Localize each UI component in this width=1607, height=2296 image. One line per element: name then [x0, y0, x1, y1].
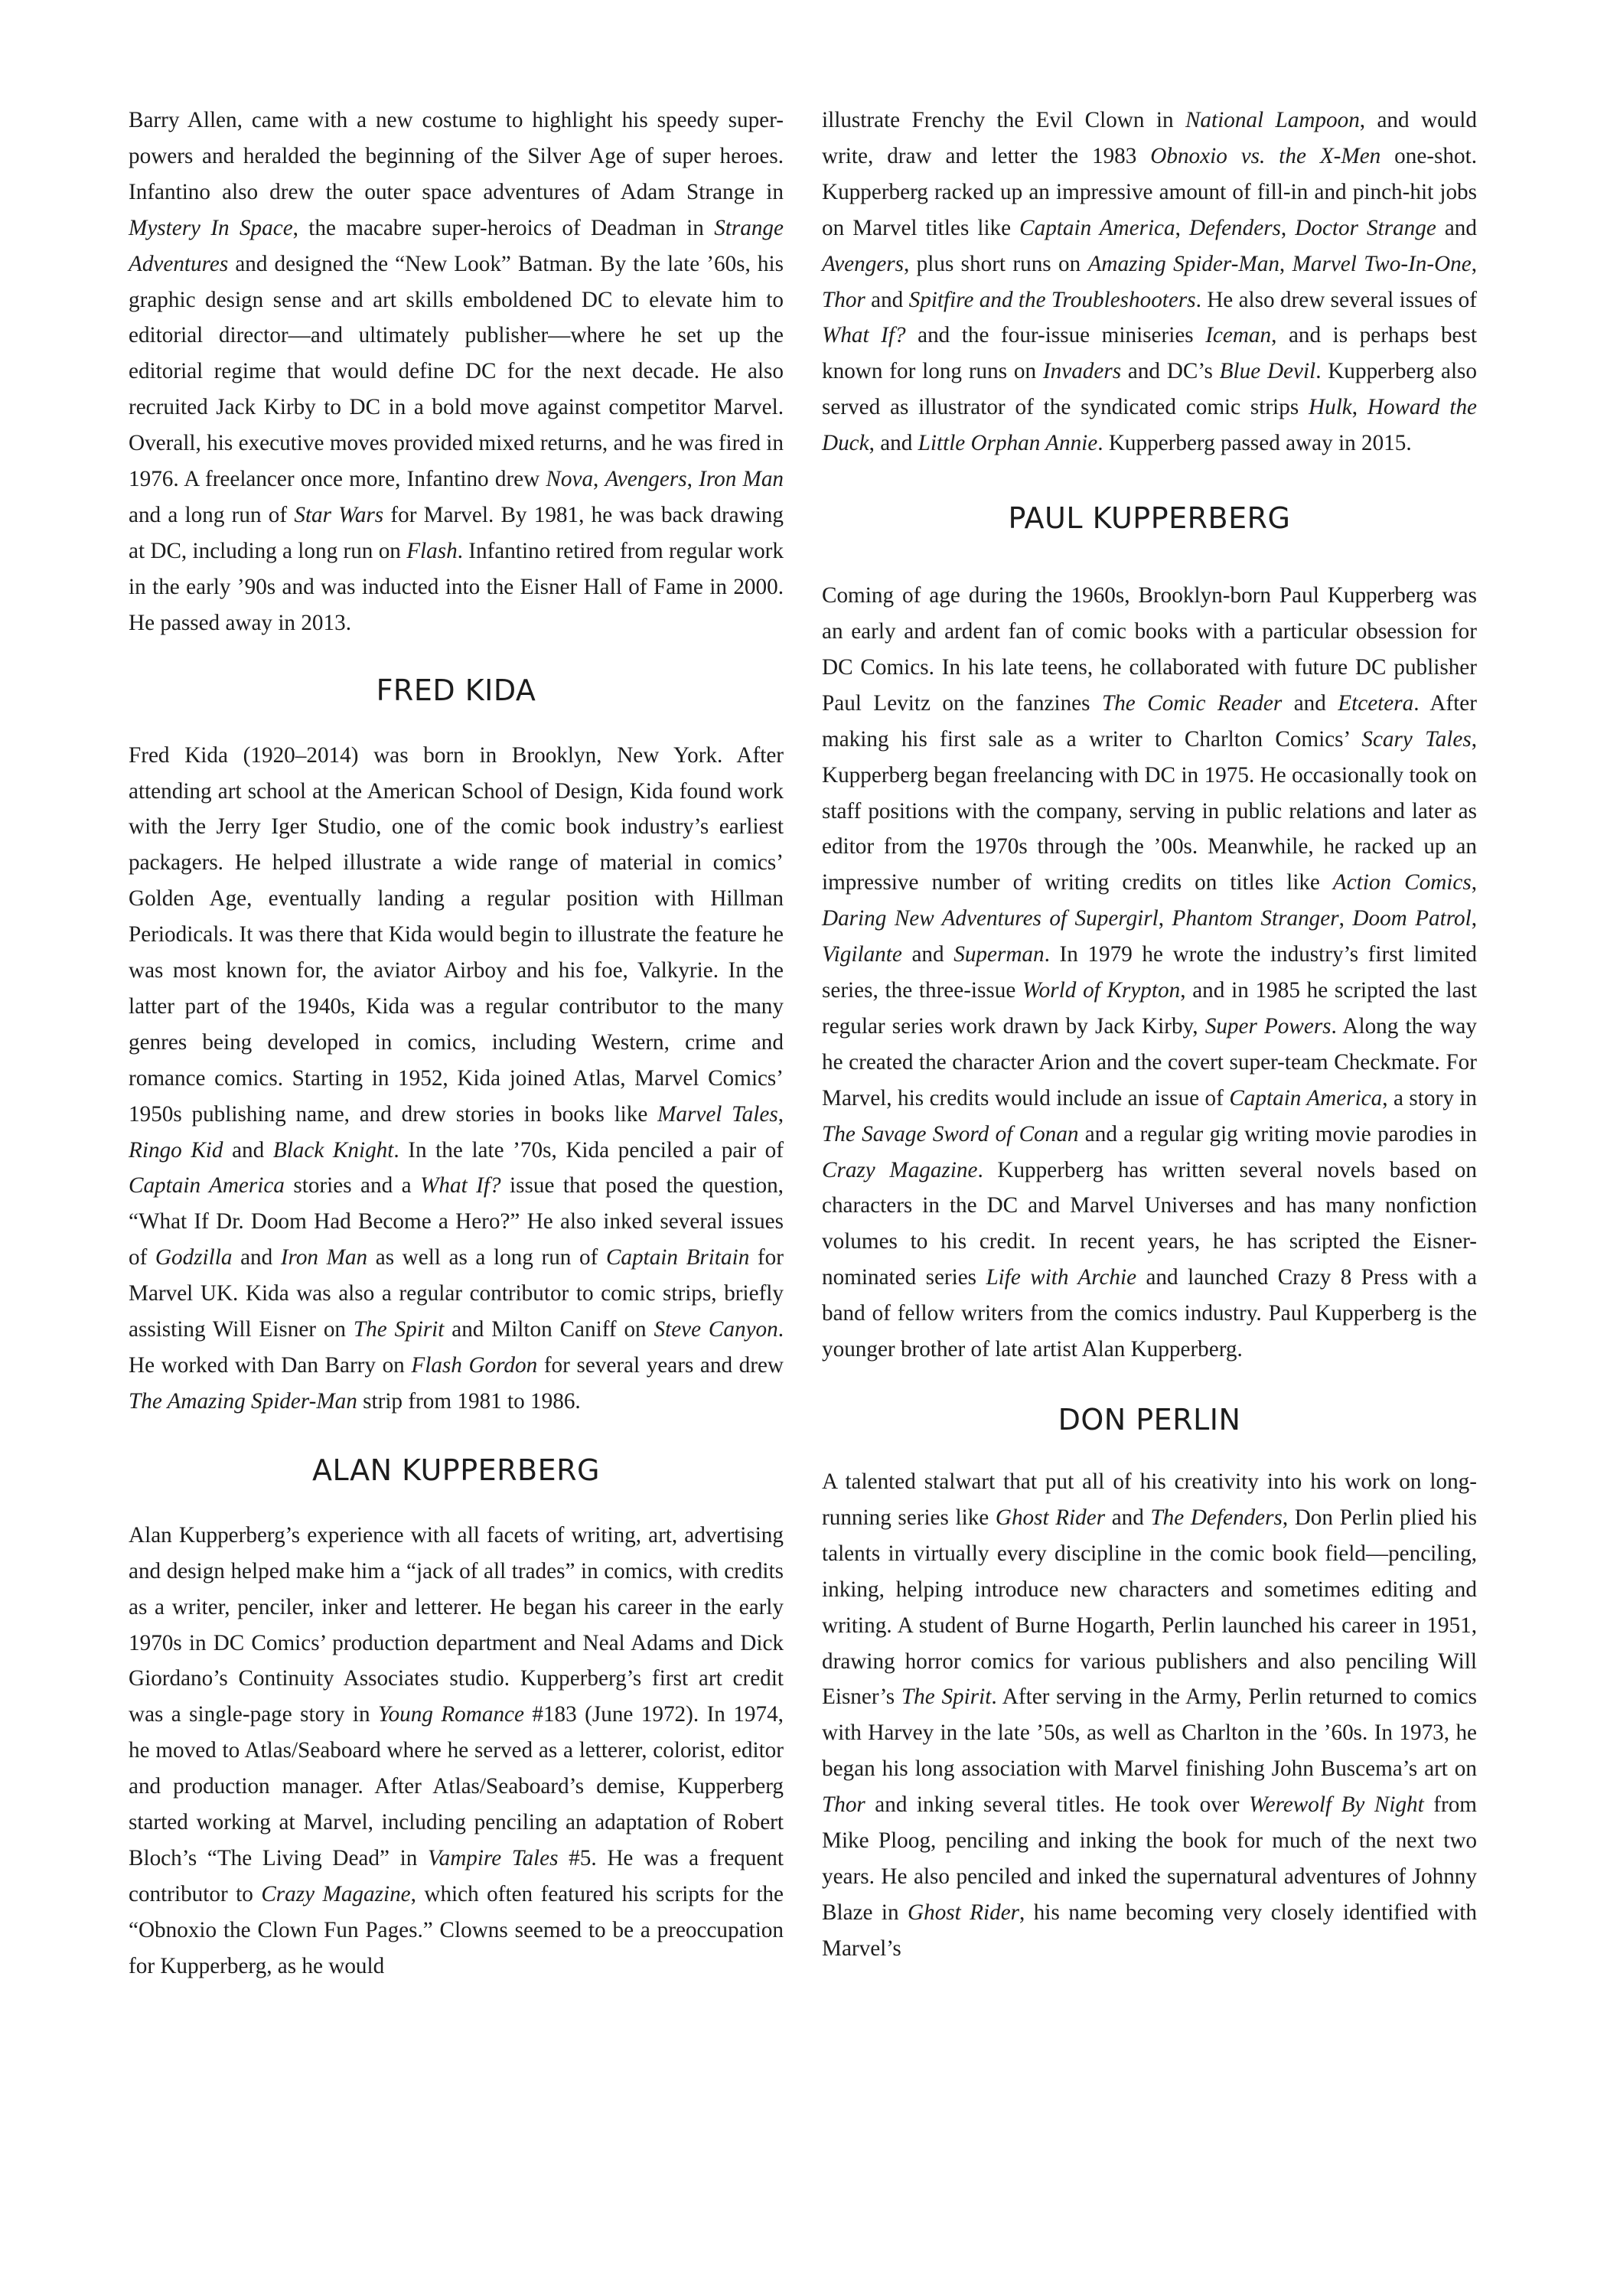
text-run: A talented stalwart that put all of his creativity into his work on long-running series like: [822, 1469, 1477, 1530]
italic-title: Vampire Tales: [428, 1845, 559, 1870]
italic-title: Doom Patrol: [1352, 906, 1472, 931]
italic-title: Obnoxio vs. the X-Men: [1150, 143, 1381, 168]
italic-title: Defenders: [1188, 215, 1281, 240]
text-run: ,: [593, 467, 605, 492]
italic-title: Captain America: [129, 1173, 285, 1199]
italic-title: Black Knight: [272, 1137, 394, 1163]
text-run: and the four-issue miniseries: [905, 323, 1206, 348]
text-run: , the macabre super-heroics of Deadman in: [292, 215, 715, 240]
italic-title: Super Powers: [1204, 1013, 1332, 1039]
heading-paul-kupperberg: PAUL KUPPERBERG: [1008, 501, 1291, 536]
italic-title: Steve Canyon: [654, 1317, 778, 1342]
italic-title: Crazy Magazine: [261, 1881, 411, 1906]
italic-title: Flash: [406, 538, 458, 563]
italic-title: World of Krypton: [1022, 978, 1181, 1003]
italic-title: Captain America: [1229, 1085, 1383, 1110]
italic-title: Flash Gordon: [411, 1353, 538, 1378]
italic-title: Doctor Strange: [1295, 215, 1436, 240]
text-run: , and in 1985 he scripted the last regular series work drawn by Jack Kirby,: [822, 978, 1477, 1039]
italic-title: Strange Adventures: [129, 215, 784, 276]
text-run: #5. He was a frequent contributor to: [129, 1845, 784, 1906]
text-run: from Mike Ploog, penciling and inking the book for much of the next two years. He also penciled and inked the supernatural adventures of Johnny Blaze in: [822, 1792, 1477, 1925]
text-run: Alan Kupperberg’s experience with all facets of writing, art, advertising and design helped make him a “jack of all trades” in comics, with credits as a writer, penciler, inker and letterer. He began his career in the early 1970s in DC Comics’ production department and Neal Adams and Dick Giordano’s Continuity Associates studio. Kupperberg’s first art credit was a single-page story in: [129, 1522, 784, 1727]
text-run: and: [901, 942, 954, 967]
text-run: ,: [1280, 215, 1296, 240]
italic-title: Spitfire and the Troubleshooters: [908, 287, 1196, 312]
paragraph-alan-kupperberg-continued: [822, 103, 1477, 461]
text-run: and: [223, 1137, 273, 1163]
italic-title: Action Comics: [1332, 870, 1472, 895]
paragraph-don-perlin: [822, 1464, 1477, 1967]
italic-title: Scary Tales: [1361, 726, 1472, 752]
text-run: strip from 1981 to 1986.: [357, 1388, 581, 1414]
italic-title: Howard the Duck: [822, 395, 1478, 456]
italic-title: National Lampoon: [1185, 108, 1360, 132]
text-run: , and: [869, 431, 918, 456]
italic-title: Ghost Rider: [995, 1505, 1106, 1530]
text-run: . Infantino retired from regular work in the early ’90s and was inducted into the Eisner Hall of Fame in 2000. He passed away in 2013.: [129, 538, 784, 635]
text-run: for Marvel UK. Kida was also a regular contributor to comic strips, briefly assisting Will Eisner on: [129, 1245, 784, 1342]
text-run: . Kupperberg also served as illustrator of the syndicated comic strips: [822, 359, 1477, 420]
italic-title: What If?: [822, 323, 906, 348]
italic-title: Etcetera: [1338, 690, 1414, 716]
text-run: , which often featured his scripts for the “Obnoxio the Clown Fun Pages.” Clowns seemed to be a preoccupation for Kupperberg, as he would: [129, 1881, 784, 1978]
text-run: and: [1436, 215, 1477, 240]
heading-alan-kupperberg: ALAN KUPPERBERG: [312, 1453, 600, 1487]
italic-title: Star Wars: [294, 502, 384, 527]
text-run: and a long run of: [129, 502, 295, 527]
text-run: , plus short runs on: [904, 251, 1088, 276]
text-run: , his name becoming very closely identified with Marvel’s: [822, 1900, 1477, 1961]
italic-title: Nova: [546, 467, 594, 492]
paragraph-fred-kida: [129, 738, 784, 1420]
text-run: and a regular gig writing movie parodies in: [1078, 1121, 1478, 1146]
italic-title: What If?: [420, 1173, 501, 1199]
italic-title: Avengers: [822, 251, 904, 276]
italic-title: Captain Britain: [605, 1245, 750, 1270]
text-run: ,: [1471, 870, 1477, 895]
italic-title: Mystery In Space: [129, 215, 293, 240]
text-run: and: [1105, 1505, 1151, 1530]
italic-title: The Amazing Spider-Man: [129, 1388, 357, 1414]
text-run: issue that posed the question, “What If Dr. Doom Had Become a Hero?” He also inked several issues of: [129, 1173, 784, 1270]
text-run: ,: [777, 1101, 784, 1127]
italic-title: Young Romance: [378, 1702, 524, 1727]
right-column: [822, 103, 1477, 1967]
italic-title: Superman: [953, 942, 1045, 967]
text-run: illustrate Frenchy the Evil Clown in: [822, 108, 1185, 132]
italic-title: Crazy Magazine: [822, 1157, 978, 1182]
italic-title: The Spirit: [901, 1684, 992, 1710]
text-run: , Don Perlin plied his talents in virtually every discipline in the comic book field—penciling, inking, helping introduce new characters and sometimes editing and writing. A student of Burne Hogarth, Perlin launched his career in 1951, drawing horror comics for various publishers and also penciling Will Eisner’s: [822, 1505, 1477, 1710]
text-run: for several years and drew: [537, 1353, 784, 1378]
text-run: and Milton Caniff on: [444, 1317, 654, 1342]
text-run: . He also drew several issues of: [1195, 287, 1477, 312]
text-run: ,: [686, 467, 699, 492]
text-run: and designed the “New Look” Batman. By the late ’60s, his graphic design sense and art skills emboldened DC to elevate him to editorial director—and ultimately publisher—where he set up the editorial regime that would define DC for the next decade. He also recruited Jack Kirby to DC in a bold move against competitor Marvel. Overall, his executive moves provided mixed returns, and he was fired in 1976. A freelancer once more, Infantino drew: [129, 251, 784, 492]
text-run: #183 (June 1972). In 1974, he moved to Atlas/Seaboard where he served as a letterer, colorist, editor and production manager. After Atlas/Seaboard’s demise, Kupperberg started working at Marvel, including penciling an adaptation of Robert Bloch’s “The Living Dead” in: [129, 1702, 784, 1870]
text-run: as well as a long run of: [367, 1245, 606, 1270]
text-run: . In the late ’70s, Kida penciled a pair of: [393, 1137, 784, 1163]
text-run: . After serving in the Army, Perlin returned to comics with Harvey in the late ’50s, as well as Charlton in the ’60s. In 1973, he began his long association with Marvel finishing John Buscema’s art on: [822, 1684, 1478, 1782]
text-run: . After making his first sale as a writer to Charlton Comics’: [822, 690, 1477, 752]
text-run: and launched Crazy 8 Press with a band of fellow writers from the comics industry. Paul Kupperberg is the younger brother of late artist Alan Kupperberg.: [822, 1265, 1477, 1362]
text-run: . He worked with Dan Barry on: [129, 1317, 784, 1378]
italic-title: Marvel Tales: [657, 1101, 778, 1127]
italic-title: Little Orphan Annie: [918, 431, 1098, 456]
text-run: stories and a: [284, 1173, 421, 1199]
text-run: ,: [1351, 395, 1367, 420]
italic-title: Vigilante: [822, 942, 902, 967]
italic-title: The Spirit: [353, 1317, 445, 1342]
text-run: Fred Kida (1920–2014) was born in Brooklyn, New York. After attending art school at the American School of Design, Kida found work with the Jerry Iger Studio, one of the comic book industry’s earliest packagers. He helped illustrate a wide range of material in comics’ Golden Age, eventually landing a regular position with Hillman Periodicals. It was there that Kida would begin to illustrate the feature he was most known for, the aviator Airboy and his foe, Valkyrie. In the latter part of the 1940s, Kida was a regular contributor to the many genres being developed in comics, including Western, crime and romance comics. Starting in 1952, Kida joined Atlas, Marvel Comics’ 1950s publishing name, and drew stories in books like: [129, 742, 784, 1127]
text-run: and DC’s: [1121, 359, 1220, 384]
text-run: , Kupperberg began freelancing with DC in 1975. He occasionally took on staff positions with the company, serving in public relations and later as editor from the 1970s through the ’00s. Meanwhile, he racked up an impressive number of writing credits on titles like: [822, 726, 1477, 895]
text-run: , a story in: [1382, 1085, 1477, 1110]
italic-title: Iceman: [1205, 323, 1272, 348]
text-run: . Along the way he created the character Arion and the covert super-team Checkmate. For Marvel, his credits would include an issue of: [822, 1013, 1477, 1110]
italic-title: Phantom Stranger: [1172, 906, 1339, 931]
italic-title: The Comic Reader: [1101, 690, 1283, 716]
text-run: one-shot. Kupperberg racked up an impressive amount of fill-in and pinch-hit jobs on Marvel titles like: [822, 143, 1477, 240]
text-run: Barry Allen, came with a new costume to highlight his speedy super-powers and heralded the beginning of the Silver Age of super heroes. Infantino also drew the outer space adventures of Adam Strange in: [129, 108, 784, 204]
text-run: ,: [1175, 215, 1189, 240]
text-run: and inking several titles. He took over: [865, 1792, 1249, 1818]
paragraph-infantino-continued: [129, 103, 784, 641]
text-run: for Marvel. By 1981, he was back drawing at DC, including a long run on: [129, 502, 784, 563]
italic-title: Daring New Adventures of Supergirl: [822, 906, 1159, 931]
text-run: and: [232, 1245, 281, 1270]
italic-title: Life with Archie: [986, 1265, 1137, 1290]
paragraph-alan-kupperberg: [129, 1518, 784, 1985]
text-run: . Kupperberg passed away in 2015.: [1097, 431, 1412, 456]
heading-don-perlin: DON PERLIN: [1058, 1403, 1241, 1437]
italic-title: Godzilla: [155, 1245, 233, 1270]
italic-title: Blue Devil: [1219, 359, 1316, 384]
italic-title: Marvel Two-In-One: [1292, 251, 1472, 276]
text-run: . Kupperberg has written several novels based on characters in the DC and Marvel Universes and has many nonfiction volumes to his credit. In recent years, he has scripted the Eisner-nominated series: [822, 1157, 1477, 1290]
heading-fred-kida: FRED KIDA: [376, 673, 536, 707]
text-run: ,: [1279, 251, 1292, 276]
italic-title: Ringo Kid: [129, 1137, 223, 1163]
italic-title: Hulk: [1309, 395, 1352, 420]
text-run: and: [865, 287, 909, 312]
left-column: [129, 103, 784, 1985]
italic-title: Iron Man: [280, 1245, 368, 1270]
text-run: Coming of age during the 1960s, Brooklyn-born Paul Kupperberg was an early and ardent fan of comic books with a particular obsession for DC Comics. In his late teens, he collaborated with future DC publisher Paul Levitz on the fanzines: [822, 583, 1477, 716]
italic-title: The Defenders: [1150, 1505, 1283, 1530]
italic-title: The Savage Sword of Conan: [822, 1121, 1079, 1146]
text-run: ,: [1158, 906, 1172, 931]
text-run: , and is perhaps best known for long runs on: [822, 323, 1477, 384]
italic-title: Captain America: [1019, 215, 1175, 240]
italic-title: Ghost Rider: [908, 1900, 1020, 1925]
italic-title: Thor: [822, 1792, 865, 1818]
text-run: and: [1282, 690, 1338, 716]
italic-title: Amazing Spider-Man: [1087, 251, 1279, 276]
text-run: ,: [1338, 906, 1353, 931]
italic-title: Invaders: [1042, 359, 1122, 384]
text-run: ,: [1471, 251, 1478, 276]
italic-title: Iron Man: [699, 467, 784, 492]
text-run: ,: [1471, 906, 1478, 931]
italic-title: Thor: [822, 287, 865, 312]
italic-title: Werewolf By Night: [1248, 1792, 1424, 1818]
text-run: . In 1979 he wrote the industry’s first limited series, the three-issue: [822, 942, 1477, 1003]
italic-title: Avengers: [605, 467, 687, 492]
text-run: , and would write, draw and letter the 1983: [822, 108, 1477, 168]
paragraph-paul-kupperberg: [822, 578, 1477, 1368]
